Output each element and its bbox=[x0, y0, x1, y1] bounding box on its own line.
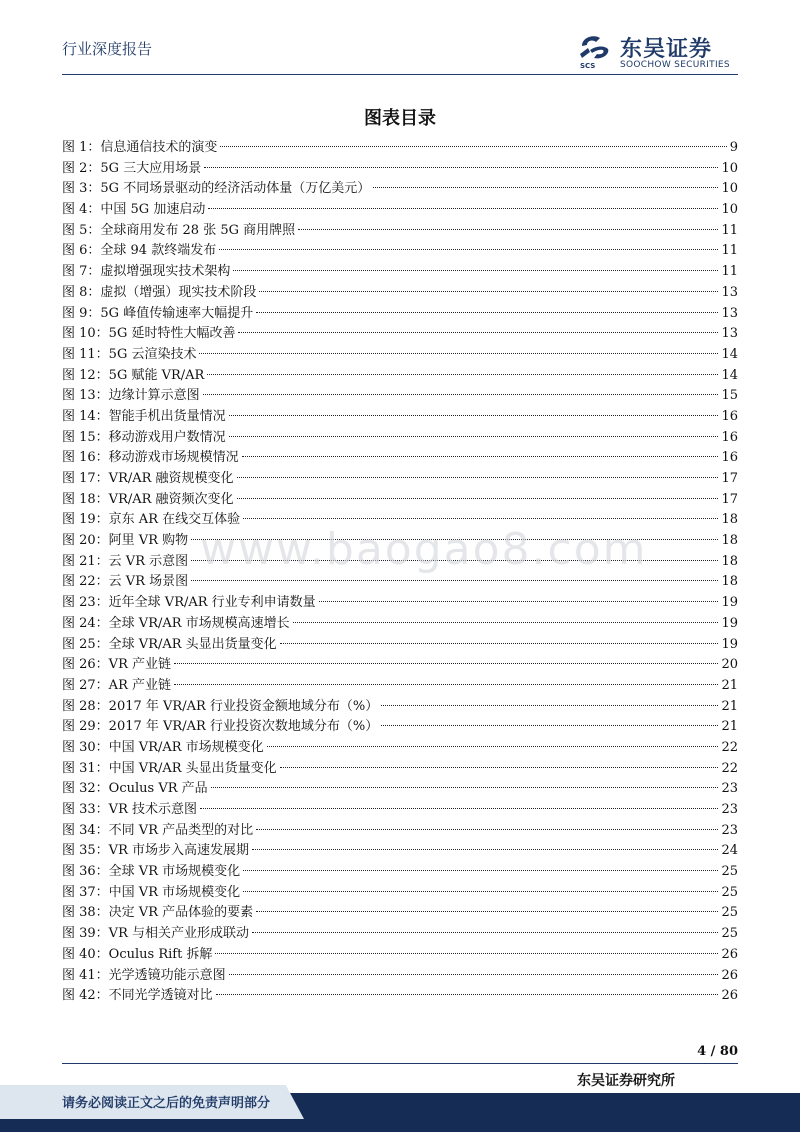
toc-entry[interactable] bbox=[62, 262, 738, 283]
toc-entry[interactable] bbox=[62, 655, 738, 676]
toc-leader-dots bbox=[220, 146, 726, 147]
toc-entry-label: 图 40：Oculus Rift 拆解 bbox=[62, 946, 213, 962]
toc-entry[interactable] bbox=[62, 510, 738, 531]
toc-entry-label: 图 14：智能手机出货量情况 bbox=[62, 408, 226, 424]
toc-entry-label: 图 15：移动游戏用户数情况 bbox=[62, 429, 226, 445]
toc-entry-page: 10 bbox=[721, 160, 738, 176]
toc-entry[interactable] bbox=[62, 945, 738, 966]
toc-entry-page: 13 bbox=[721, 326, 738, 342]
toc-entry-page: 17 bbox=[721, 471, 738, 486]
toc-leader-dots bbox=[252, 932, 718, 933]
toc-entry[interactable] bbox=[62, 366, 738, 387]
toc-leader-dots bbox=[243, 518, 718, 519]
toc-entry-page: 16 bbox=[721, 408, 738, 424]
toc-entry-page: 20 bbox=[721, 657, 738, 673]
toc-entry-label: 图 38：决定 VR 产品体验的要素 bbox=[62, 905, 254, 921]
toc-entry[interactable] bbox=[62, 283, 738, 304]
disclaimer-text: 请务必阅读正文之后的免责声明部分 bbox=[62, 1096, 271, 1111]
toc-leader-dots bbox=[191, 580, 718, 581]
toc-entry-label: 图 6：全球 94 款终端发布 bbox=[62, 243, 217, 259]
toc-entry[interactable] bbox=[62, 386, 738, 407]
toc-leader-dots bbox=[280, 767, 719, 768]
toc-entry-label: 图 7：虚拟增强现实技术架构 bbox=[62, 264, 231, 280]
logo-mark-text: SCS bbox=[580, 62, 596, 70]
toc-entry-page: 10 bbox=[721, 202, 738, 218]
toc-entry-page: 26 bbox=[721, 967, 738, 983]
institute-name: 东吴证券研究所 bbox=[577, 1073, 675, 1089]
toc-entry[interactable] bbox=[62, 821, 738, 842]
toc-entry-label: 图 10：5G 延时特性大幅改善 bbox=[62, 326, 236, 342]
toc-entry-page: 21 bbox=[721, 677, 738, 693]
toc-entry-label: 图 27：AR 产业链 bbox=[62, 677, 171, 693]
toc-leader-dots bbox=[215, 953, 718, 954]
toc-leader-dots bbox=[229, 974, 719, 975]
toc-entry[interactable] bbox=[62, 241, 738, 262]
toc-leader-dots bbox=[256, 911, 718, 912]
toc-entry-page: 25 bbox=[721, 905, 738, 921]
toc-entry-page: 19 bbox=[721, 595, 738, 611]
toc-entry[interactable] bbox=[62, 552, 738, 573]
toc-entry[interactable] bbox=[62, 759, 738, 780]
toc-entry-label: 图 28：2017 年 VR/AR 行业投资金额地域分布（%） bbox=[62, 698, 379, 714]
toc-entry[interactable] bbox=[62, 966, 738, 987]
toc-entry[interactable] bbox=[62, 138, 738, 159]
toc-leader-dots bbox=[237, 498, 719, 499]
toc-entry-label: 图 12：5G 赋能 VR/AR bbox=[62, 367, 205, 383]
toc-entry-page: 21 bbox=[721, 698, 738, 714]
footer-rule bbox=[62, 1063, 738, 1064]
toc-leader-dots bbox=[229, 415, 719, 416]
toc-entry[interactable] bbox=[62, 841, 738, 862]
toc-entry-label: 图 21：云 VR 示意图 bbox=[62, 553, 189, 569]
company-logo bbox=[576, 32, 746, 76]
page-number: 4 / 80 bbox=[697, 1044, 738, 1059]
toc-entry-label: 图 30：中国 VR/AR 市场规模变化 bbox=[62, 739, 264, 755]
toc-entry[interactable] bbox=[62, 531, 738, 552]
toc-entry[interactable] bbox=[62, 469, 738, 490]
toc-entry[interactable] bbox=[62, 800, 738, 821]
toc-entry[interactable] bbox=[62, 862, 738, 883]
toc-leader-dots bbox=[191, 539, 718, 540]
toc-entry-label: 图 42：不同光学透镜对比 bbox=[62, 988, 213, 1004]
toc-entry-label: 图 29：2017 年 VR/AR 行业投资次数地域分布（%） bbox=[62, 719, 379, 735]
toc-entry[interactable] bbox=[62, 179, 738, 200]
toc-entry-page: 25 bbox=[721, 926, 738, 942]
toc-entry-page: 18 bbox=[721, 574, 738, 590]
toc-entry-label: 图 36：全球 VR 市场规模变化 bbox=[62, 864, 241, 880]
toc-entry-label: 图 5：全球商用发布 28 张 5G 商用牌照 bbox=[62, 222, 296, 238]
toc-leader-dots bbox=[208, 208, 718, 209]
toc-entry[interactable] bbox=[62, 738, 738, 759]
toc-entry-label: 图 20：阿里 VR 购物 bbox=[62, 533, 189, 549]
toc-leader-dots bbox=[200, 808, 718, 809]
toc-entry-label: 图 32：Oculus VR 产品 bbox=[62, 781, 208, 797]
toc-entry[interactable] bbox=[62, 779, 738, 800]
toc-entry-label: 图 34：不同 VR 产品类型的对比 bbox=[62, 822, 254, 838]
toc-leader-dots bbox=[203, 394, 719, 395]
toc-leader-dots bbox=[219, 249, 718, 250]
toc-entry-page: 13 bbox=[721, 284, 738, 300]
toc-leader-dots bbox=[211, 787, 719, 788]
toc-leader-dots bbox=[191, 560, 718, 561]
toc-entry[interactable] bbox=[62, 593, 738, 614]
toc-entry-label: 图 11：5G 云渲染技术 bbox=[62, 346, 197, 362]
toc-entry-label: 图 23：近年全球 VR/AR 行业专利申请数量 bbox=[62, 595, 316, 611]
toc-entry[interactable] bbox=[62, 717, 738, 738]
toc-entry-page: 14 bbox=[721, 346, 738, 362]
toc-entry-label: 图 26：VR 产业链 bbox=[62, 657, 171, 673]
toc-entry-label: 图 13：边缘计算示意图 bbox=[62, 388, 200, 404]
toc-leader-dots bbox=[216, 994, 719, 995]
toc-leader-dots bbox=[381, 705, 718, 706]
toc-leader-dots bbox=[298, 229, 718, 230]
toc-entry-page: 21 bbox=[721, 719, 738, 735]
toc-entry[interactable] bbox=[62, 428, 738, 449]
toc-leader-dots bbox=[259, 291, 718, 292]
toc-entry-label: 图 24：全球 VR/AR 市场规模高速增长 bbox=[62, 615, 290, 631]
toc-entry-page: 14 bbox=[721, 367, 738, 383]
toc-entry-label: 图 33：VR 技术示意图 bbox=[62, 802, 197, 817]
toc-entry[interactable] bbox=[62, 448, 738, 469]
toc-entry-page: 26 bbox=[721, 946, 738, 962]
toc-entry-label: 图 2：5G 三大应用场景 bbox=[62, 160, 202, 176]
toc-leader-dots bbox=[238, 332, 718, 333]
toc-leader-dots bbox=[174, 663, 718, 664]
toc-entry-page: 23 bbox=[721, 781, 738, 797]
toc-entry-page: 9 bbox=[729, 140, 738, 155]
toc-entry[interactable] bbox=[62, 572, 738, 593]
toc-leader-dots bbox=[252, 849, 718, 850]
toc-entry-page: 16 bbox=[721, 429, 738, 445]
toc-entry-label: 图 19：京东 AR 在线交互体验 bbox=[62, 512, 241, 528]
toc-entry-page: 10 bbox=[721, 181, 738, 197]
toc-entry-page: 19 bbox=[721, 615, 738, 631]
toc-entry-page: 24 bbox=[721, 843, 738, 859]
toc-entry[interactable] bbox=[62, 407, 738, 428]
toc-entry-page: 16 bbox=[721, 450, 738, 466]
toc-leader-dots bbox=[373, 187, 718, 188]
toc-entry-page: 17 bbox=[721, 491, 738, 507]
toc-entry-page: 26 bbox=[721, 988, 738, 1004]
toc-leader-dots bbox=[243, 870, 718, 871]
toc-entry[interactable] bbox=[62, 986, 738, 1007]
toc-entry[interactable] bbox=[62, 883, 738, 904]
toc-entry[interactable] bbox=[62, 903, 738, 924]
toc-entry-page: 15 bbox=[721, 388, 738, 404]
toc-entry-page: 11 bbox=[721, 222, 738, 238]
toc-entry-label: 图 37：中国 VR 市场规模变化 bbox=[62, 884, 241, 900]
toc-entry-page: 18 bbox=[721, 533, 738, 549]
toc-title: 图表目录 bbox=[364, 108, 436, 129]
toc-entry-page: 19 bbox=[721, 636, 738, 652]
toc-leader-dots bbox=[229, 436, 719, 437]
toc-leader-dots bbox=[199, 353, 718, 354]
toc-leader-dots bbox=[381, 725, 718, 726]
toc-leader-dots bbox=[233, 270, 718, 271]
toc-entry-page: 25 bbox=[721, 864, 738, 880]
toc-leader-dots bbox=[204, 167, 718, 168]
toc-entry-label: 图 35：VR 市场步入高速发展期 bbox=[62, 843, 249, 859]
toc-entry-page: 23 bbox=[721, 802, 738, 817]
toc-entry-page: 22 bbox=[721, 760, 738, 776]
toc-leader-dots bbox=[207, 374, 718, 375]
logo-english-name: SOOCHOW SECURITIES bbox=[620, 60, 730, 70]
toc-entry-label: 图 8：虚拟（增强）现实技术阶段 bbox=[62, 284, 257, 300]
toc-entry-label: 图 1：信息通信技术的演变 bbox=[62, 140, 218, 155]
toc-entry-label: 图 9：5G 峰值传输速率大幅提升 bbox=[62, 305, 254, 321]
toc-entry[interactable] bbox=[62, 345, 738, 366]
toc-entry[interactable] bbox=[62, 676, 738, 697]
toc-entry-label: 图 41：光学透镜功能示意图 bbox=[62, 967, 226, 983]
toc-entry[interactable] bbox=[62, 635, 738, 656]
toc-entry-page: 23 bbox=[721, 822, 738, 838]
toc-entry-label: 图 25：全球 VR/AR 头显出货量变化 bbox=[62, 636, 277, 652]
toc-leader-dots bbox=[237, 477, 719, 478]
toc-entry[interactable] bbox=[62, 490, 738, 511]
header-rule bbox=[62, 74, 738, 75]
toc-entry[interactable] bbox=[62, 924, 738, 945]
toc-entry-page: 13 bbox=[721, 305, 738, 321]
toc-list bbox=[62, 138, 738, 1007]
toc-entry-page: 18 bbox=[721, 512, 738, 528]
toc-leader-dots bbox=[280, 643, 719, 644]
toc-leader-dots bbox=[267, 746, 719, 747]
toc-entry-page: 18 bbox=[721, 553, 738, 569]
watermark: www.baogao8.com bbox=[200, 524, 648, 575]
toc-entry[interactable] bbox=[62, 159, 738, 180]
toc-entry[interactable] bbox=[62, 221, 738, 242]
logo-chinese-name: 东吴证券 bbox=[620, 37, 713, 62]
toc-entry-page: 11 bbox=[721, 243, 738, 259]
toc-entry-page: 25 bbox=[721, 884, 738, 900]
toc-entry-label: 图 16：移动游戏市场规模情况 bbox=[62, 450, 239, 466]
toc-entry-label: 图 17：VR/AR 融资规模变化 bbox=[62, 471, 234, 486]
toc-entry[interactable] bbox=[62, 304, 738, 325]
toc-entry[interactable] bbox=[62, 697, 738, 718]
header-report-type: 行业深度报告 bbox=[62, 40, 153, 58]
toc-leader-dots bbox=[293, 622, 719, 623]
toc-entry-label: 图 31：中国 VR/AR 头显出货量变化 bbox=[62, 760, 277, 776]
toc-entry-label: 图 18：VR/AR 融资频次变化 bbox=[62, 491, 234, 507]
toc-entry-label: 图 3：5G 不同场景驱动的经济活动体量（万亿美元） bbox=[62, 181, 371, 197]
toc-entry[interactable] bbox=[62, 614, 738, 635]
toc-entry-label: 图 4：中国 5G 加速启动 bbox=[62, 202, 206, 218]
toc-leader-dots bbox=[256, 829, 718, 830]
toc-entry[interactable] bbox=[62, 200, 738, 221]
toc-leader-dots bbox=[174, 684, 718, 685]
toc-entry-label: 图 22：云 VR 场景图 bbox=[62, 574, 189, 590]
toc-leader-dots bbox=[242, 456, 719, 457]
toc-leader-dots bbox=[243, 891, 718, 892]
toc-entry[interactable] bbox=[62, 324, 738, 345]
toc-entry-label: 图 39：VR 与相关产业形成联动 bbox=[62, 926, 249, 942]
toc-entry-page: 11 bbox=[721, 264, 738, 280]
toc-leader-dots bbox=[319, 601, 719, 602]
toc-entry-page: 22 bbox=[721, 739, 738, 755]
toc-leader-dots bbox=[256, 312, 718, 313]
